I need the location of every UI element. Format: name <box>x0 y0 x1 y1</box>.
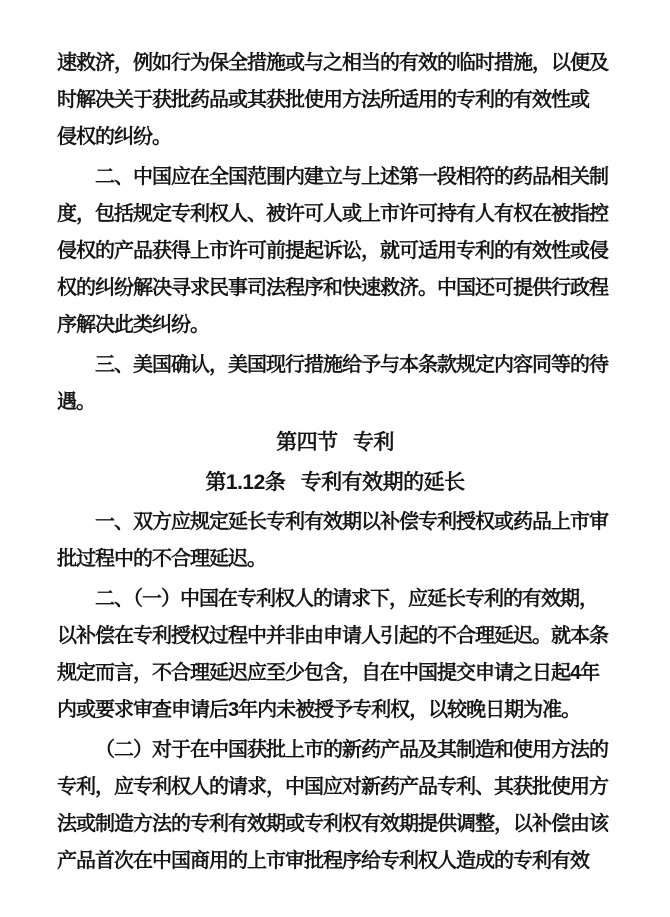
text-line: 以补偿在专利授权过程中并非由申请人引起的不合理延迟。就本条 <box>57 625 608 647</box>
paragraph-quick-remedies-continuation <box>57 45 613 156</box>
text-line: 侵权的产品获得上市许可前提起诉讼，就可适用专利的有效性或侵 <box>57 240 608 262</box>
text-line: 速救济，例如行为保全措施或与之相当的有效的临时措施，以便及 <box>57 52 608 74</box>
text-line: 二、（一）中国在专利权人的请求下，应延长专利的有效期， <box>95 588 598 610</box>
text-line: 遇。 <box>57 391 95 413</box>
paragraph-clause-2-pharma-system <box>57 159 613 344</box>
text-line: 二、中国应在全国范围内建立与上述第一段相符的药品相关制 <box>95 166 608 188</box>
paragraph-article112-clause-2-1 <box>57 581 613 729</box>
text-line: 规定而言，不合理延迟应至少包含，自在中国提交申请之日起4年 <box>57 662 600 684</box>
paragraph-article112-clause-1 <box>57 504 613 578</box>
text-line: 法或制造方法的专利有效期或专利权有效期提供调整，以补偿由该 <box>57 813 608 835</box>
text-line: （二）对于在中国获批上市的新药产品及其制造和使用方法的 <box>95 739 608 761</box>
text-line: 侵权的纠纷。 <box>57 126 171 148</box>
text-line: 专利，应专利权人的请求，中国应对新药产品专利、其获批使用方 <box>57 776 608 798</box>
document-body <box>57 45 613 880</box>
paragraph-article112-clause-2-2 <box>57 732 613 880</box>
article-heading <box>57 464 613 501</box>
section-heading-text: 第四节 专利 <box>276 431 394 454</box>
text-line: 度，包括规定专利权人、被许可人或上市许可持有人有权在被指控 <box>57 203 608 225</box>
text-line: 一、双方应规定延长专利有效期以补偿专利授权或药品上市审 <box>95 511 608 533</box>
article-heading-text: 第1.12条 专利有效期的延长 <box>205 471 465 494</box>
text-line: 权的纠纷解决寻求民事司法程序和快速救济。中国还可提供行政程 <box>57 277 608 299</box>
text-line: 内或要求审查申请后3年内未被授予专利权，以较晚日期为准。 <box>57 699 581 721</box>
text-line: 时解决关于获批药品或其获批使用方法所适用的专利的有效性或 <box>57 89 589 111</box>
text-line: 三、美国确认，美国现行措施给予与本条款规定内容同等的待 <box>95 354 608 376</box>
text-line: 序解决此类纠纷。 <box>57 314 209 336</box>
text-line: 产品首次在中国商用的上市审批程序给专利权人造成的专利有效 <box>57 850 589 872</box>
paragraph-clause-3-us-confirmation <box>57 347 613 421</box>
text-line: 批过程中的不合理延迟。 <box>57 548 266 570</box>
section-heading <box>57 424 613 461</box>
